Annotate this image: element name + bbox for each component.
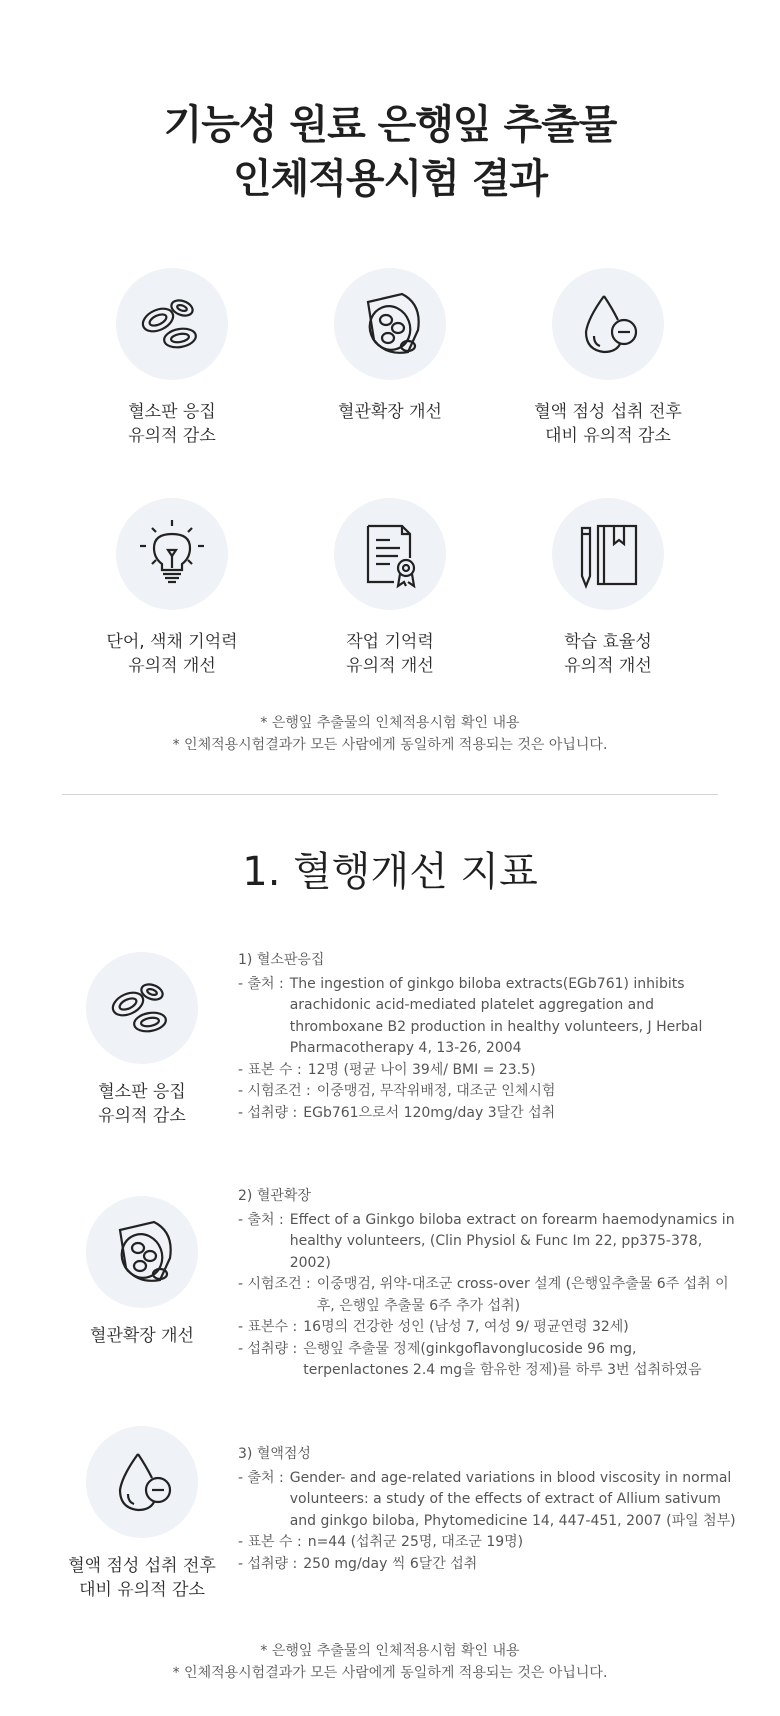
study-row-value: 이중맹검, 무작위배정, 대조군 인체시험 [316, 1083, 556, 1099]
study-icon-label-line-2: 유의적 감소 [98, 1106, 186, 1126]
title-line-1: 기능성 원료 은행잎 추출물 [163, 102, 617, 148]
study-row [238, 1468, 738, 1533]
feature-label-line-1: 단어, 색채 기억력 [106, 632, 238, 652]
disclaimer-line-2: * 인체적용시험결과가 모든 사람에게 동일하게 적용되는 것은 아닙니다. [172, 737, 608, 753]
study-row-value: 250 mg/day 씩 6달간 섭취 [303, 1555, 478, 1572]
study-row [238, 1210, 738, 1275]
feature-icon-circle [116, 498, 228, 610]
feature-label-line-2: 유의적 개선 [346, 656, 434, 676]
feature-icon-circle [116, 268, 228, 380]
study-row-key: - 섭취량 : [238, 1104, 298, 1121]
study-row-key: - 출처 : [238, 1211, 284, 1228]
study-row-key: - 표본수 : [238, 1319, 298, 1335]
study-blood-viscosity-details [238, 1444, 738, 1575]
feature-label-line-2: 대비 유의적 감소 [545, 426, 671, 446]
feature-icon-circle [334, 268, 446, 380]
study-row-key: - 시험조건 : [238, 1276, 311, 1292]
study-row-key: - 시험조건 : [238, 1083, 311, 1099]
study-row [238, 1274, 738, 1317]
page-title [0, 98, 780, 206]
study-row [238, 1103, 738, 1125]
study-row [238, 974, 738, 1060]
study-icon-blood-viscosity [42, 1426, 242, 1602]
study-icon-platelet [42, 952, 242, 1128]
study-heading: 3) 혈액점성 [238, 1446, 311, 1462]
study-row [238, 1060, 738, 1082]
disclaimer-line-1: * 은행잎 추출물의 인체적용시험 확인 내용 [260, 715, 520, 731]
title-line-2: 인체적용시험 결과 [232, 156, 548, 202]
study-icon-label [42, 1554, 242, 1602]
feature-platelet [52, 268, 292, 448]
feature-label-line-1: 작업 기억력 [346, 632, 434, 652]
section-divider [62, 794, 718, 795]
study-icon-circle [86, 1196, 198, 1308]
platelet-icon [102, 968, 182, 1048]
study-row-value: The ingestion of ginkgo biloba extracts(EGb761) inhibits arachidonic acid-mediated platelet aggregation and thromboxane B2 production in healthy volunteers, J Herbal Pharmacotherapy 4, 13-26, 2004 [289, 975, 703, 1056]
feature-word-color-memory [52, 498, 292, 678]
study-row-value: 은행잎 추출물 정제(ginkgoflavonglucoside 96 mg, terpenlactones 2.4 mg을 함유한 정제)를 하루 3번 섭취하였음 [303, 1340, 702, 1378]
study-row-value: Effect of a Ginkgo biloba extract on forearm haemodynamics in healthy volunteers, (Clin Physiol & Func Im 22, pp375-378, 2002) [289, 1211, 735, 1271]
study-row-key: - 표본 수 : [238, 1061, 302, 1078]
bottom-disclaimer-note [0, 1640, 780, 1684]
feature-blood-viscosity [488, 268, 728, 448]
study-row-value: EGb761으로서 120mg/day 3달간 섭취 [303, 1104, 556, 1121]
feature-label-line-2: 유의적 개선 [128, 656, 216, 676]
feature-label-line-1: 혈소판 응집 [128, 402, 216, 422]
feature-label-line-2: 유의적 감소 [128, 426, 216, 446]
study-row-value: Gender- and age-related variations in blood viscosity in normal volunteers: a study of the effects of extract of Allium sativum and ginkgo biloba, Phytomedicine 14, 447-451, 2007 (파일 첨부) [289, 1469, 736, 1529]
study-icon-label-line-2: 대비 유의적 감소 [79, 1580, 205, 1600]
study-icon-label [42, 1080, 242, 1128]
study-row-key: - 섭취량 : [238, 1555, 298, 1572]
certificate-document-icon [350, 514, 430, 594]
feature-label [270, 630, 510, 678]
section-title: 1. 혈행개선 지표 [242, 849, 538, 895]
feature-working-memory [270, 498, 510, 678]
bottom-disclaimer-line-2: * 인체적용시험결과가 모든 사람에게 동일하게 적용되는 것은 아닙니다. [172, 1665, 608, 1681]
study-vasodilation-details [238, 1186, 738, 1382]
study-icon-label-line-1: 혈관확장 개선 [90, 1326, 194, 1346]
feature-learning-efficiency [488, 498, 728, 678]
study-row [238, 1081, 738, 1103]
study-row-value: n=44 (섭취군 25명, 대조군 19명) [307, 1534, 524, 1550]
feature-label [52, 630, 292, 678]
study-icon-label [42, 1324, 242, 1348]
feature-icon-circle [334, 498, 446, 610]
study-row-key: - 출처 : [238, 1469, 284, 1486]
feature-label-line-1: 혈관확장 개선 [338, 402, 442, 422]
study-row [238, 1532, 738, 1554]
study-row [238, 1554, 738, 1576]
study-row [238, 1317, 738, 1339]
study-row-key: - 표본 수 : [238, 1534, 302, 1550]
feature-icon-circle [552, 268, 664, 380]
blood-vessel-icon [350, 284, 430, 364]
study-icon-circle [86, 1426, 198, 1538]
feature-label [270, 400, 510, 424]
feature-label [488, 400, 728, 448]
feature-label-line-1: 혈액 점성 섭취 전후 [534, 402, 682, 422]
blood-drop-minus-icon [568, 284, 648, 364]
study-heading: 1) 혈소판응집 [238, 952, 325, 968]
feature-icon-circle [552, 498, 664, 610]
notebook-pencil-icon [568, 514, 648, 594]
study-row-key: - 섭취량 : [238, 1340, 298, 1357]
lightbulb-icon [132, 514, 212, 594]
study-row-value: 16명의 건강한 성인 (남성 7, 여성 9/ 평균연령 32세) [303, 1319, 629, 1335]
study-row-key: - 출처 : [238, 975, 284, 992]
study-row-value: 이중맹검, 위약-대조군 cross-over 설계 (은행잎추출물 6주 섭취 이후, 은행잎 추출물 6주 추가 섭취) [316, 1276, 729, 1314]
feature-vasodilation [270, 268, 510, 424]
feature-label [488, 630, 728, 678]
feature-label-line-2: 유의적 개선 [564, 656, 652, 676]
study-row [238, 1339, 738, 1382]
platelet-icon [132, 284, 212, 364]
feature-label-line-1: 학습 효율성 [564, 632, 652, 652]
study-heading: 2) 혈관확장 [238, 1188, 311, 1204]
study-icon-label-line-1: 혈소판 응집 [98, 1082, 186, 1102]
study-icon-circle [86, 952, 198, 1064]
feature-label [52, 400, 292, 448]
blood-vessel-icon [102, 1212, 182, 1292]
study-platelet-details [238, 950, 738, 1124]
blood-drop-minus-icon [102, 1442, 182, 1522]
bottom-disclaimer-line-1: * 은행잎 추출물의 인체적용시험 확인 내용 [260, 1643, 520, 1659]
disclaimer-note [0, 712, 780, 756]
study-row-value: 12명 (평균 나이 39세/ BMI = 23.5) [307, 1061, 536, 1078]
study-icon-label-line-1: 혈액 점성 섭취 전후 [68, 1556, 216, 1576]
study-icon-vasodilation [42, 1196, 242, 1348]
